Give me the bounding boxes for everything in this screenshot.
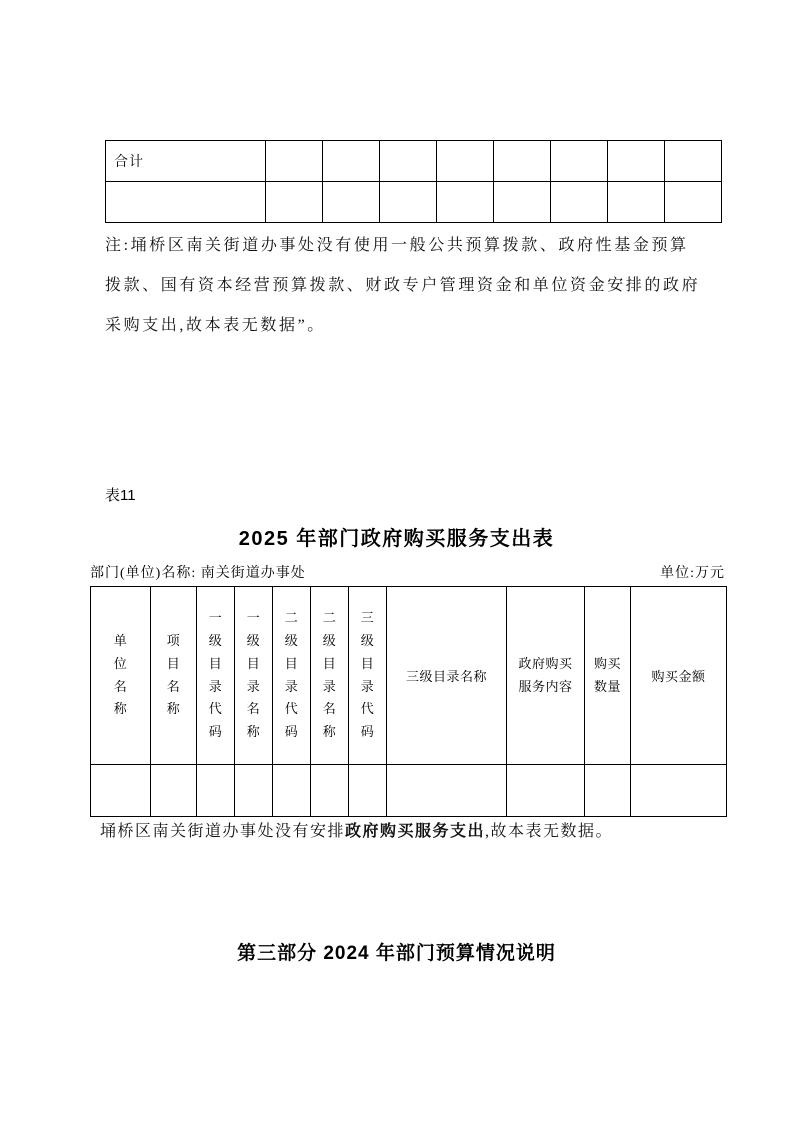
footnote-prefix: 埇桥区南关街道办事处没有安排 <box>100 823 346 840</box>
summary-empty-cell <box>266 141 323 182</box>
header-text: 单位名称 <box>113 633 128 717</box>
service-empty-cell <box>311 765 349 817</box>
header-text: 三级目录代码 <box>360 610 375 739</box>
summary-empty-cell <box>494 141 551 182</box>
note-line: 采购支出,故本表无数据”。 <box>105 317 326 334</box>
header-cell-purchase-amount <box>631 587 727 765</box>
service-empty-cell <box>349 765 387 817</box>
header-text: 三级目录名称 <box>405 669 487 684</box>
summary-empty-cell <box>608 182 665 223</box>
header-cell-project-name <box>151 587 197 765</box>
note-line: 拨款、国有资本经营预算拨款、财政专户管理资金和单位资金安排的政府 <box>105 277 701 294</box>
summary-table <box>105 140 722 223</box>
header-text: 二级目录名称 <box>322 610 337 739</box>
summary-empty-cell <box>266 182 323 223</box>
service-empty-cell <box>585 765 631 817</box>
header-cell-level1-code <box>197 587 235 765</box>
footnote-suffix: ,故本表无数据。 <box>485 823 614 840</box>
summary-empty-cell <box>323 141 380 182</box>
summary-empty-cell <box>665 141 722 182</box>
header-cell-purchase-quantity <box>585 587 631 765</box>
section-heading: 第三部分 2024 年部门预算情况说明 <box>237 943 556 964</box>
summary-empty-cell <box>106 182 266 223</box>
table-title: 2025 年部门政府购买服务支出表 <box>238 528 555 550</box>
summary-table-row-blank <box>106 182 722 223</box>
summary-empty-cell <box>437 182 494 223</box>
header-cell-level3-code <box>349 587 387 765</box>
header-text: 一级目录名称 <box>246 610 261 739</box>
service-table-empty-row <box>91 765 727 817</box>
service-empty-cell <box>507 765 585 817</box>
summary-empty-cell <box>437 141 494 182</box>
summary-empty-cell <box>551 141 608 182</box>
unit-label: 单位:万元 <box>660 566 725 581</box>
note-paragraph <box>105 226 735 346</box>
note-line: 注:埇桥区南关街道办事处没有使用一般公共预算拨款、政府性基金预算 <box>105 237 689 254</box>
header-text: 一级目录代码 <box>208 610 223 739</box>
footnote-bold-text: 政府购买服务支出 <box>345 823 486 840</box>
summary-table-row-total <box>106 141 722 182</box>
table-meta-row <box>90 562 725 582</box>
service-empty-cell <box>631 765 727 817</box>
service-empty-cell <box>235 765 273 817</box>
table-number-label: 表11 <box>105 487 136 504</box>
header-text: 购买金额 <box>651 669 706 684</box>
header-cell-level3-name <box>387 587 507 765</box>
service-empty-cell <box>197 765 235 817</box>
service-purchase-table <box>90 586 727 817</box>
header-cell-service-content <box>507 587 585 765</box>
service-table-footnote <box>100 818 613 841</box>
summary-empty-cell <box>551 182 608 223</box>
summary-empty-cell <box>380 141 437 182</box>
header-cell-unit-name <box>91 587 151 765</box>
header-cell-level2-name <box>311 587 349 765</box>
summary-empty-cell <box>608 141 665 182</box>
service-empty-cell <box>151 765 197 817</box>
summary-total-label-cell: 合计 <box>106 141 266 182</box>
service-empty-cell <box>273 765 311 817</box>
header-text: 政府购买服务内容 <box>518 655 573 694</box>
header-cell-level2-code <box>273 587 311 765</box>
service-empty-cell <box>91 765 151 817</box>
header-cell-level1-name <box>235 587 273 765</box>
header-text: 购买数量 <box>593 655 621 694</box>
summary-empty-cell <box>380 182 437 223</box>
department-name-label: 部门(单位)名称: 南关街道办事处 <box>90 566 306 581</box>
header-text: 项目名称 <box>166 633 181 717</box>
summary-empty-cell <box>323 182 380 223</box>
header-text: 二级目录代码 <box>284 610 299 739</box>
service-table-header-row <box>91 587 727 765</box>
summary-empty-cell <box>494 182 551 223</box>
service-empty-cell <box>387 765 507 817</box>
summary-empty-cell <box>665 182 722 223</box>
